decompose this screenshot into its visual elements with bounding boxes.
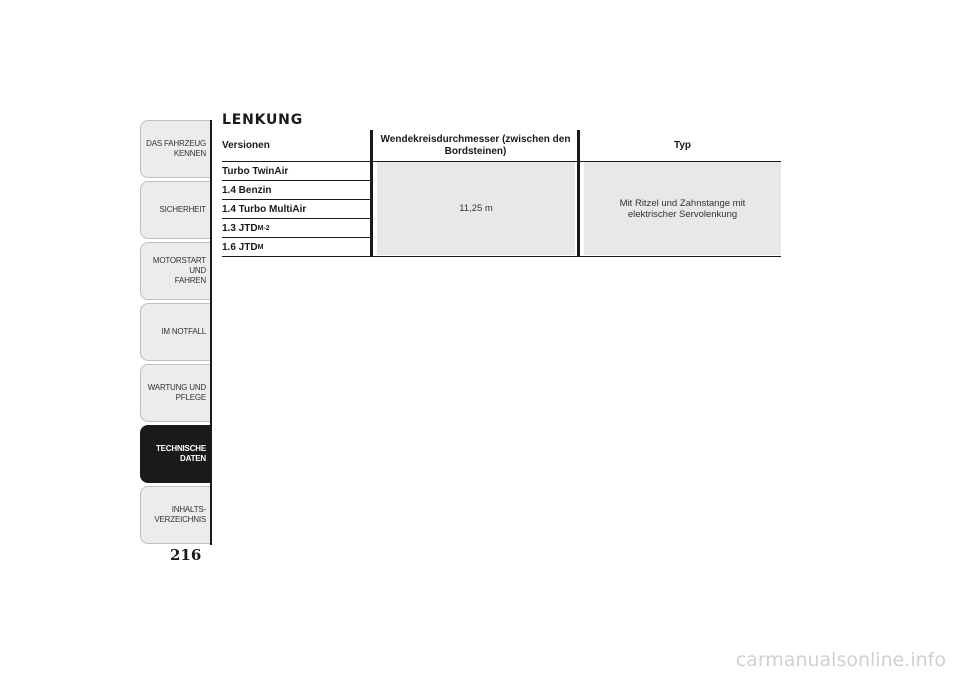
table-bottom-rule bbox=[222, 256, 781, 257]
tab-motorstart-und-fahren[interactable] bbox=[140, 242, 210, 300]
column-divider bbox=[577, 130, 580, 256]
row-version bbox=[222, 200, 370, 219]
tab-label: DAS FAHRZEUG KENNEN bbox=[146, 139, 206, 158]
tab-inhaltsverzeichnis[interactable] bbox=[140, 486, 210, 544]
row-version bbox=[222, 181, 370, 200]
row-version bbox=[222, 238, 370, 257]
header-versions: Versionen bbox=[222, 140, 270, 151]
version-subscript: M-2 bbox=[257, 224, 270, 232]
tab-technische-daten[interactable] bbox=[140, 425, 210, 483]
tab-wartung-und-pflege[interactable] bbox=[140, 364, 210, 422]
column-divider bbox=[370, 130, 373, 256]
watermark: carmanualsonline.info bbox=[735, 649, 946, 671]
page-number: 216 bbox=[170, 546, 202, 564]
section-title: LENKUNG bbox=[222, 112, 303, 128]
tab-rail-divider bbox=[210, 120, 212, 545]
turning-diameter-value: 11,25 m bbox=[377, 162, 575, 255]
row-version bbox=[222, 219, 370, 238]
version-name: Turbo TwinAir bbox=[222, 165, 289, 177]
tab-das-fahrzeug-kennen[interactable] bbox=[140, 120, 210, 178]
version-name: 1.4 Turbo MultiAir bbox=[222, 203, 307, 215]
tab-im-notfall[interactable] bbox=[140, 303, 210, 361]
version-name: 1.3 JTD bbox=[222, 222, 258, 234]
version-subscript: M bbox=[257, 243, 264, 251]
header-turning-diameter: Wendekreisdurchmesser (zwischen den Bordsteinen) bbox=[380, 133, 571, 157]
tab-label: WARTUNG UND PFLEGE bbox=[147, 383, 206, 402]
tab-label: IM NOTFALL bbox=[161, 327, 206, 336]
version-name: 1.6 JTD bbox=[222, 241, 258, 253]
steering-type-value: Mit Ritzel und Zahnstange mit elektrischer Servolenkung bbox=[584, 162, 781, 255]
tab-sicherheit[interactable] bbox=[140, 181, 210, 239]
tab-label: SICHERHEIT bbox=[159, 205, 206, 214]
tab-label: MOTORSTART UND FAHREN bbox=[152, 256, 206, 285]
row-version bbox=[222, 162, 370, 181]
tab-label: TECHNISCHE DATEN bbox=[155, 444, 206, 463]
header-type: Typ bbox=[673, 140, 692, 151]
version-name: 1.4 Benzin bbox=[222, 184, 272, 196]
tab-label: INHALTS- VERZEICHNIS bbox=[154, 505, 206, 524]
